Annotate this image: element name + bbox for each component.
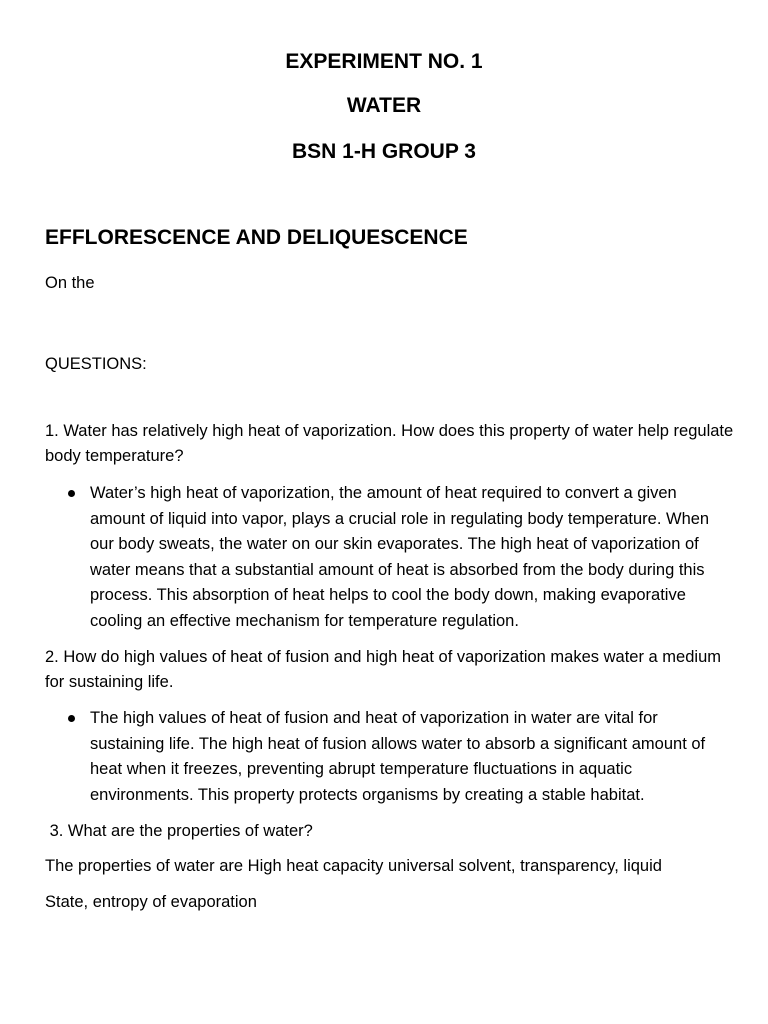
questions-label: QUESTIONS: <box>45 355 147 373</box>
section-intro: On the <box>45 274 95 292</box>
experiment-number-title: EXPERIMENT NO. 1 <box>285 50 483 73</box>
answer-3-line-2: State, entropy of evaporation <box>45 893 257 911</box>
question-1: 1. Water has relatively high heat of vaporization. How does this property of water help regulate body temperature? <box>45 422 734 465</box>
answer-2-text: The high values of heat of fusion and heat of vaporization in water are vital for sustaining life. The high heat of fusion allows water to absorb a significant amount of heat when it freezes, preventing abrupt temperature fluctuations in aquatic environments. This property protects organisms by creating a stable habitat. <box>90 709 706 804</box>
question-3: 3. What are the properties of water? <box>45 822 313 840</box>
answer-1-item <box>90 481 730 634</box>
question-2: 2. How do high values of heat of fusion and high heat of vaporization makes water a medium for sustaining life. <box>45 648 721 691</box>
bullet-icon <box>68 490 75 497</box>
answer-2-item <box>90 706 730 808</box>
experiment-subject-title: WATER <box>346 94 422 117</box>
section-heading: EFFLORESCENCE AND DELIQUESCENCE <box>45 226 468 249</box>
group-title: BSN 1-H GROUP 3 <box>292 140 476 163</box>
answer-3-line-1: The properties of water are High heat capacity universal solvent, transparency, liquid <box>45 857 662 875</box>
bullet-icon <box>68 715 75 722</box>
answer-1-text: Water’s high heat of vaporization, the amount of heat required to convert a given amount of liquid into vapor, plays a crucial role in regulating body temperature. When our body sweats, the water on our skin evaporates. The high heat of vaporization of water means that a substantial amount of heat is absorbed from the body during this process. This absorption of heat helps to cool the body down, making evaporative cooling an effective mechanism for temperature regulation. <box>90 484 710 630</box>
